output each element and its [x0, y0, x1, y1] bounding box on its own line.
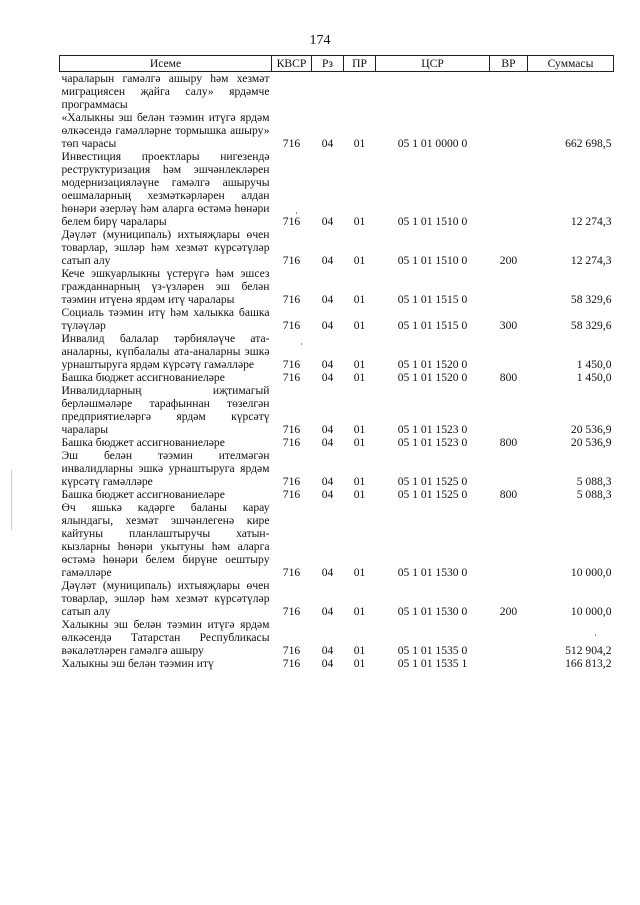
cell-vr: [490, 501, 528, 579]
cell-rz: 04: [321, 215, 334, 228]
cell-name: Инвалидларның иҗтимагый берләшмәләре тарафыннан төзелгән предприятиеләргә ярдәм күрсәтү чаралары: [61, 384, 270, 436]
column-header-rz: Рз: [312, 56, 344, 72]
cell-kvsr: 716: [282, 436, 301, 449]
cell-sum: 512 904,2: [565, 644, 612, 657]
cell-vr: [490, 384, 528, 436]
cell-name: Дәүләт (муниципаль) ихтыяҗлары өчен товарлар, эшләр һәм хезмәт күрсәтүләр сатып алу: [61, 579, 270, 618]
cell-kvsr: 716: [282, 566, 301, 579]
cell-pr: 01: [353, 137, 366, 150]
cell-pr: 01: [353, 358, 366, 371]
table-row: [60, 267, 614, 306]
cell-sum: [528, 72, 614, 112]
cell-vr: 300: [499, 319, 518, 332]
cell-rz: 04: [321, 319, 334, 332]
cell-rz: 04: [321, 423, 334, 436]
cell-rz: 04: [321, 371, 334, 384]
cell-sum: 58 329,6: [570, 319, 612, 332]
cell-kvsr: 716: [282, 423, 301, 436]
cell-csr: 05 1 01 1510 0: [397, 254, 468, 267]
cell-name: Кече эшкуарлыкны үстерүгә һәм эшсез гражданнарның үз-үзләрен эш белән тәэмин итүенә ярдәм итү чаралары: [61, 267, 270, 306]
cell-vr: [490, 332, 528, 371]
cell-csr: 05 1 01 1535 1: [397, 657, 468, 670]
cell-kvsr: 716: [282, 644, 301, 657]
cell-name: Социаль тәэмин итү һәм халыкка башка түләүләр: [61, 306, 270, 332]
column-header-pr: ПР: [344, 56, 376, 72]
cell-sum: 1 450,0: [576, 358, 612, 371]
cell-rz: 04: [321, 657, 334, 670]
cell-vr: [490, 449, 528, 488]
cell-name: Эш белән тәэмин ителмәгән инвалидларны эшкә урнаштыруга ярдәм күрсәтү гамәлләре: [61, 449, 270, 488]
cell-rz: 04: [321, 566, 334, 579]
cell-pr: 01: [353, 319, 366, 332]
cell-vr: [490, 150, 528, 228]
cell-pr: 01: [353, 436, 366, 449]
page-number: 174: [309, 33, 331, 48]
cell-kvsr: 716: [282, 371, 301, 384]
cell-kvsr: 716: [282, 319, 301, 332]
cell-vr: 200: [499, 605, 518, 618]
cell-pr: 01: [353, 423, 366, 436]
cell-pr: 01: [353, 293, 366, 306]
column-header-vr: ВР: [490, 56, 528, 72]
cell-name: чараларын гамәлгә ашыру һәм хезмәт миграциясен җайга салу» ярдәмче программасы: [61, 72, 270, 111]
cell-kvsr: 716: [282, 605, 301, 618]
cell-kvsr: 716: [282, 657, 301, 670]
cell-sum: 1 450,0: [576, 371, 612, 384]
cell-pr: 01: [353, 475, 366, 488]
cell-rz: 04: [321, 436, 334, 449]
cell-name: «Халыкны эш белән тәэмин итүгә ярдәм өлкәсендә гамәлләрне тормышка ашыру» төп чарасы: [61, 111, 270, 150]
cell-csr: 05 1 01 1530 0: [397, 566, 468, 579]
cell-sum: 12 274,3: [570, 215, 612, 228]
column-header-name: Исеме: [60, 56, 272, 72]
cell-kvsr: 716: [282, 293, 301, 306]
cell-pr: 01: [353, 644, 366, 657]
cell-csr: 05 1 01 1523 0: [397, 436, 468, 449]
cell-rz: 04: [321, 475, 334, 488]
table-row: [60, 150, 614, 228]
table-row: [60, 449, 614, 488]
cell-name: Халыкны эш белән тәэмин итүгә ярдәм өлкәсендә Татарстан Республикасы вәкаләтләрен гамәлгә ашыру: [61, 618, 270, 657]
table-row: [60, 384, 614, 436]
cell-csr: 05 1 01 1535 0: [397, 644, 468, 657]
table-row: [60, 371, 614, 384]
table-body: [60, 72, 614, 671]
cell-csr: 05 1 01 1520 0: [397, 371, 468, 384]
cell-kvsr: 716: [282, 358, 301, 371]
table-row: [60, 579, 614, 618]
cell-vr: 200: [499, 254, 518, 267]
cell-csr: 05 1 01 1515 0: [397, 319, 468, 332]
cell-pr: 01: [353, 657, 366, 670]
cell-kvsr: 716: [282, 215, 301, 228]
table-row: [60, 111, 614, 150]
cell-sum: 20 536,9: [570, 436, 612, 449]
cell-rz: 04: [321, 358, 334, 371]
scan-speck: [296, 212, 297, 214]
cell-csr: 05 1 01 1520 0: [397, 358, 468, 371]
cell-sum: 12 274,3: [570, 254, 612, 267]
cell-name: Башка бюджет ассигнованиеләре: [61, 488, 225, 501]
cell-csr: 05 1 01 1530 0: [397, 605, 468, 618]
cell-pr: [344, 72, 376, 112]
cell-sum: 662 698,5: [565, 137, 612, 150]
table-row: [60, 436, 614, 449]
cell-sum: 5 088,3: [576, 475, 612, 488]
table-row: [60, 72, 614, 112]
table-row: [60, 618, 614, 657]
cell-vr: [490, 618, 528, 657]
cell-rz: [312, 72, 344, 112]
cell-name: Башка бюджет ассигнованиеләре: [61, 371, 225, 384]
cell-pr: 01: [353, 605, 366, 618]
column-header-kvsr: КВСР: [272, 56, 312, 72]
cell-name: Инвалид балалар тәрбияләүче ата-аналарны, күпбалалы ата-аналарны эшкә урнаштыруга ярдәм күрсәтү гамәлләре: [61, 332, 270, 371]
cell-pr: 01: [353, 488, 366, 501]
cell-kvsr: 716: [282, 254, 301, 267]
cell-rz: 04: [321, 605, 334, 618]
cell-rz: 04: [321, 644, 334, 657]
cell-vr: 800: [499, 488, 518, 501]
table-row: [60, 657, 614, 670]
cell-sum: 10 000,0: [570, 566, 612, 579]
cell-kvsr: 716: [282, 475, 301, 488]
table-row: [60, 488, 614, 501]
cell-sum: 5 088,3: [576, 488, 612, 501]
cell-kvsr: 716: [282, 488, 301, 501]
column-header-csr: ЦСР: [376, 56, 490, 72]
cell-vr: 800: [499, 371, 518, 384]
column-header-sum: Суммасы: [528, 56, 614, 72]
budget-table: [59, 55, 614, 670]
cell-name: Халыкны эш белән тәэмин итү: [61, 657, 214, 670]
cell-vr: [490, 111, 528, 150]
cell-csr: 05 1 01 1515 0: [397, 293, 468, 306]
scan-speck: [595, 634, 596, 636]
cell-csr: 05 1 01 1525 0: [397, 488, 468, 501]
table-row: [60, 501, 614, 579]
cell-csr: 05 1 01 1523 0: [397, 423, 468, 436]
cell-csr: [376, 72, 490, 112]
table-row: [60, 332, 614, 371]
cell-sum: 20 536,9: [570, 423, 612, 436]
cell-vr: 800: [499, 436, 518, 449]
table-row: [60, 306, 614, 332]
cell-name: Башка бюджет ассигнованиеләре: [61, 436, 225, 449]
cell-vr: [490, 72, 528, 112]
cell-kvsr: 716: [282, 137, 301, 150]
scan-speck: [301, 343, 302, 345]
cell-name: Дәүләт (муниципаль) ихтыяҗлары өчен товарлар, эшләр һәм хезмәт күрсәтүләр сатып алу: [61, 228, 270, 267]
cell-csr: 05 1 01 1510 0: [397, 215, 468, 228]
cell-pr: 01: [353, 215, 366, 228]
cell-vr: [490, 657, 528, 670]
table-header-row: [60, 56, 614, 72]
table-row: [60, 228, 614, 267]
cell-csr: 05 1 01 1525 0: [397, 475, 468, 488]
cell-kvsr: [272, 72, 312, 112]
cell-rz: 04: [321, 137, 334, 150]
scan-margin-mark: [11, 470, 12, 530]
cell-rz: 04: [321, 254, 334, 267]
cell-pr: 01: [353, 254, 366, 267]
cell-pr: 01: [353, 371, 366, 384]
cell-sum: 166 813,2: [565, 657, 612, 670]
cell-name: Өч яшькә кадәрге баланы карау ялындагы, хезмәт эшчәнлегенә кире кайтуны планлаштыручы хатын-кызларны һөнәри укытуны һәм аларга өстәмә һөнәри белем бирүне оештыру гамәлләре: [61, 501, 270, 579]
cell-rz: 04: [321, 488, 334, 501]
cell-vr: [490, 267, 528, 306]
cell-name: Инвестиция проектлары нигезендә реструктуризация һәм эшчәнлекләрен модернизацияләүне гамәлгә ашыручы оешмаларның хезмәткәрләрен алдан һөнәри әзерләү һәм аларга өстәмә һөнәри белем бирү чаралары: [61, 150, 270, 228]
cell-sum: 58 329,6: [570, 293, 612, 306]
cell-csr: 05 1 01 0000 0: [397, 137, 468, 150]
cell-sum: 10 000,0: [570, 605, 612, 618]
cell-rz: 04: [321, 293, 334, 306]
cell-pr: 01: [353, 566, 366, 579]
